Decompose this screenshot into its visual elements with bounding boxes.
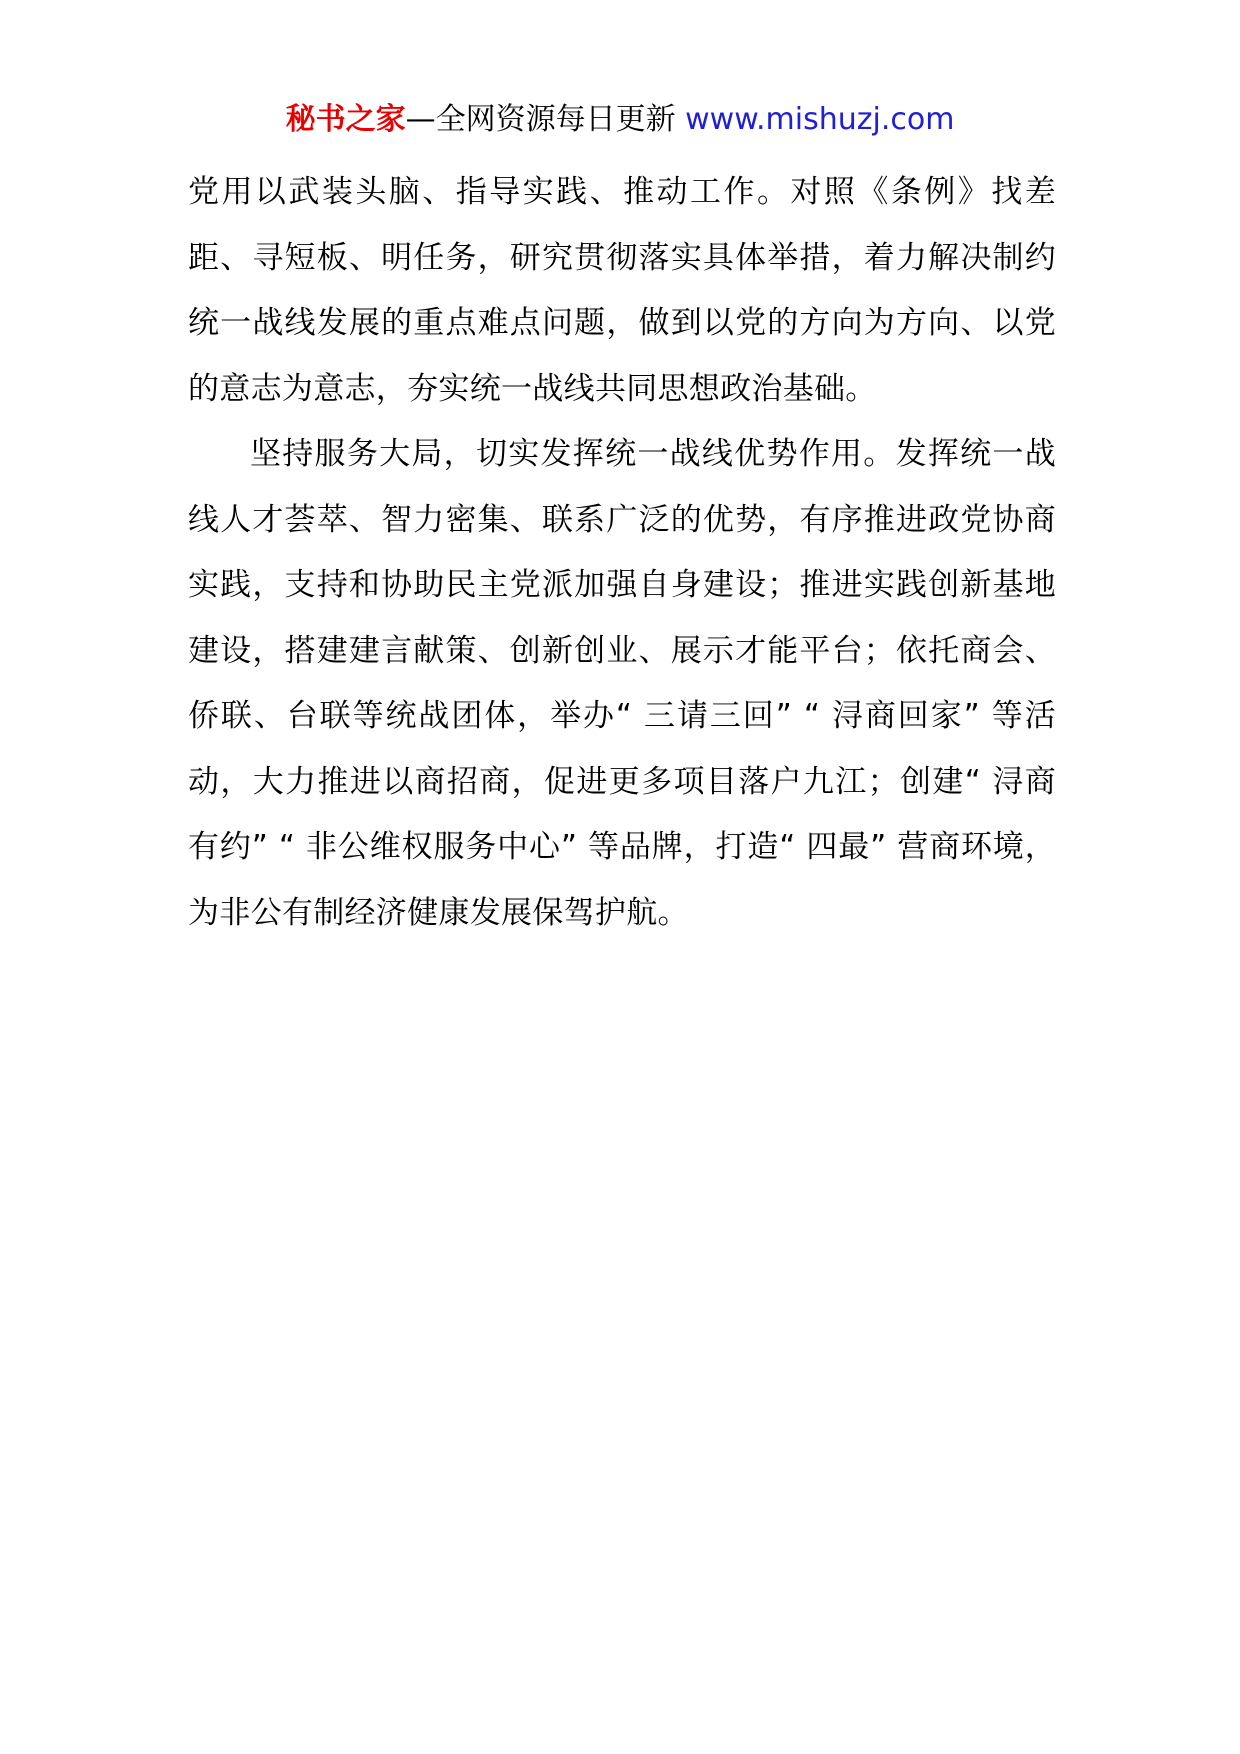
site-tagline: —全网资源每日更新 [405,102,676,137]
site-url-link[interactable]: www.mishuzj.com [685,102,955,137]
paragraph-service-overall: 坚持服务大局，切实发挥统一战线优势作用。发挥统一战线人才荟萃、智力密集、联系广泛的优势，有序推进政党协商实践，支持和协助民主党派加强自身建设；推进实践创新基地建设，搭建建言献策、创新创业、展示才能平台；依托商会、侨联、台联等统战团体，举办“ 三请三回” “ 浔商回家” 等活动，大力推进以商招商，促进更多项目落户九江；创建“ 浔商有约” “ 非公维权服务中心” 等品牌，打造“ 四最” 营商环境，为非公有制经济健康发展保驾护航。 [188,436,1056,931]
site-brand: 秘书之家 [285,102,406,137]
page-header [0,100,1240,140]
document-body [188,160,1056,946]
paragraph-continuation: 党用以武装头脑、指导实践、推动工作。对照《条例》找差距、寻短板、明任务，研究贯彻落实具体举措，着力解决制约统一战线发展的重点难点问题，做到以党的方向为方向、以党的意志为意志，夯实统一战线共同思想政治基础。 [188,174,1056,407]
